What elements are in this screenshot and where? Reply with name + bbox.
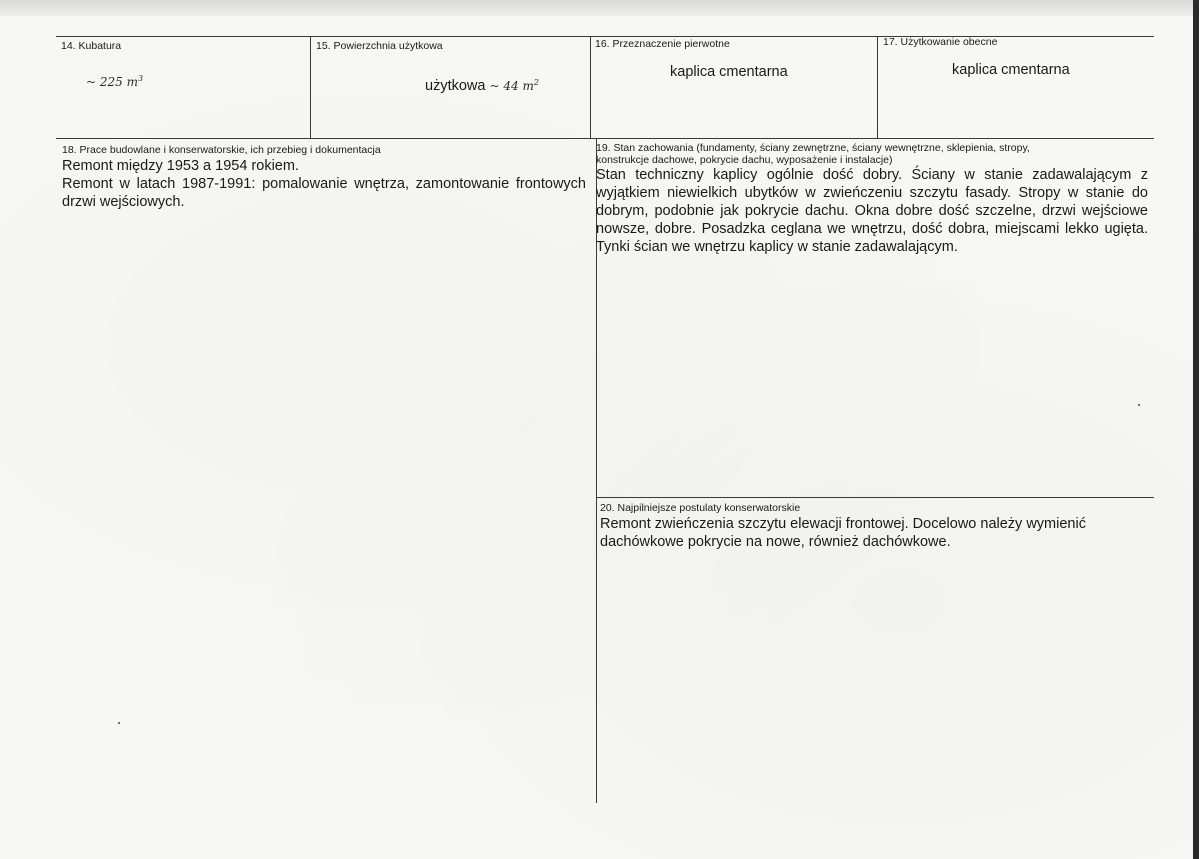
field20-text: Remont zwieńczenia szczytu elewacji frontowej. Docelowo należy wymienić dachówkowe pokrycie na nowe, również dachówkowe. (600, 516, 1086, 550)
scan-speck (118, 722, 120, 724)
col-divider-3 (877, 36, 878, 138)
scan-speck (1138, 404, 1140, 406)
field18-text (62, 157, 586, 211)
field17-label: 17. Użytkowanie obecne (883, 36, 998, 48)
field16-label: 16. Przeznaczenie pierwotne (595, 38, 730, 50)
field20-label: 20. Najpilniejsze postulaty konserwatorskie (600, 502, 801, 514)
field19-label-line2: konstrukcje dachowe, pokrycie dachu, wyposażenie i instalacje) (596, 154, 893, 166)
col-divider-1 (310, 36, 311, 138)
row1-bottom-border (56, 138, 1154, 139)
field19-label-line1: 19. Stan zachowania (fundamenty, ściany zewnętrzne, ściany wewnętrzne, sklepienia, stropy, (596, 142, 1030, 154)
field20-top-border (596, 497, 1154, 498)
field14-handwritten-value: ~ 225 $m^3$ (86, 74, 144, 89)
field18-paragraph: Remont między 1953 a 1954 rokiem. (62, 158, 299, 174)
field15-label: 15. Powierzchnia użytkowa (316, 40, 443, 52)
field19-text: Stan techniczny kaplicy ogólnie dość dobry. Ściany w stanie zadawalającym z wyjątkiem niewielkich ubytków w zwieńczeniu szczytu fasady. Stropy w stanie do dobrym, podobnie jak pokrycie dachu. Okna dobre dość szczelne, drzwi wejściowe nowsze, dobre. Posadzka ceglana we wnętrzu, dość dobra, miejscami lekko ugięta. Tynki ścian we wnętrzu kaplicy w stanie zadawalającym. (596, 167, 1148, 255)
scan-top-edge (0, 0, 1199, 16)
field17-value: kaplica cmentarna (952, 62, 1070, 78)
field15-value (425, 74, 539, 95)
field14-label: 14. Kubatura (61, 40, 122, 52)
col-divider-2 (590, 36, 591, 138)
field18-label: 18. Prace budowlane i konserwatorskie, ich przebieg i dokumentacja (62, 144, 381, 156)
field18-paragraph: Remont w latach 1987-1991: pomalowanie wnętrza, zamontowanie frontowych drzwi wejściowych. (62, 176, 586, 210)
field15-handwritten-value: ~ 44 $m^2$ (489, 78, 539, 93)
field16-value: kaplica cmentarna (670, 64, 788, 80)
scan-right-edge (1193, 0, 1199, 859)
field15-value-prefix: użytkowa (425, 78, 486, 94)
